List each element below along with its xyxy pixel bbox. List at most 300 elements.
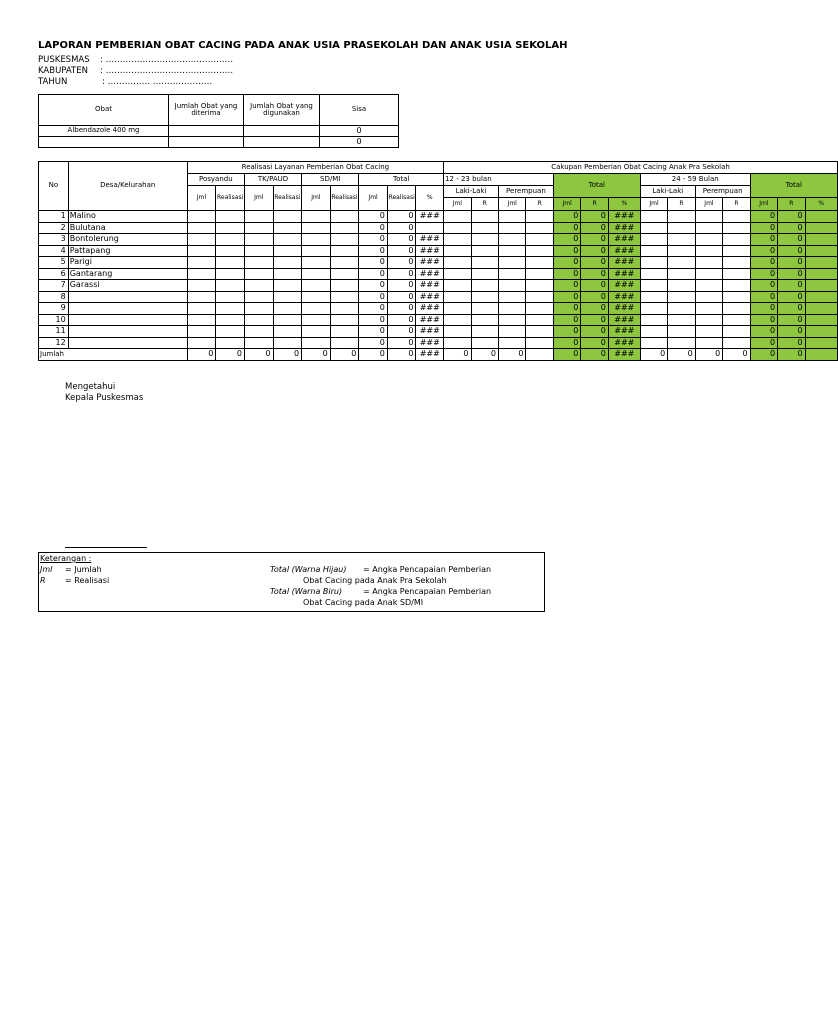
- cell: [640, 337, 667, 349]
- legend-blue-key: Total (Warna Biru): [270, 587, 343, 596]
- table-row: [39, 234, 838, 246]
- cell: [330, 314, 359, 326]
- table-row: [39, 222, 838, 234]
- cell: [723, 234, 750, 246]
- group-tkpaud: TK/PAUD: [244, 174, 301, 186]
- cell: [302, 268, 331, 280]
- row-green2-percent: [805, 234, 837, 246]
- cell: [330, 326, 359, 338]
- row-total-percent: ###: [416, 303, 444, 315]
- cell: [444, 257, 471, 269]
- jml-header: Jml: [498, 198, 525, 211]
- cakupan-header: Cakupan Pemberian Obat Cacing Anak Pra Sekolah: [444, 162, 838, 174]
- row-total-percent: ###: [416, 268, 444, 280]
- cell: [273, 291, 302, 303]
- total-green-1: Total: [553, 174, 640, 198]
- r-header: R: [778, 198, 805, 211]
- cell: [302, 245, 331, 257]
- tahun-value: : …………… …………………: [102, 77, 213, 87]
- cell: [526, 280, 553, 292]
- row-green2-jml: 0: [750, 337, 777, 349]
- cell: [471, 303, 498, 315]
- cell: [471, 257, 498, 269]
- cell: [330, 337, 359, 349]
- cell: [187, 245, 216, 257]
- drug-header-obat: Obat: [39, 95, 169, 126]
- row-green2-r: 0: [778, 245, 805, 257]
- row-desa: Bulutana: [68, 222, 187, 234]
- cell: [723, 337, 750, 349]
- row-desa: Pattapang: [68, 245, 187, 257]
- cell: [216, 326, 245, 338]
- jumlah-cell: 0: [581, 349, 608, 361]
- drug-sisa: 0: [320, 137, 399, 148]
- cell: [444, 337, 471, 349]
- drug-sisa: 0: [320, 126, 399, 137]
- cell: [244, 211, 273, 223]
- table-row: [39, 211, 838, 223]
- drug-row: [39, 137, 399, 148]
- table-row: [39, 280, 838, 292]
- cell: [216, 337, 245, 349]
- cell: [444, 245, 471, 257]
- cell: [216, 245, 245, 257]
- cell: [302, 257, 331, 269]
- row-green-r: 0: [581, 326, 608, 338]
- cell: [640, 280, 667, 292]
- row-green-r: 0: [581, 222, 608, 234]
- row-green2-jml: 0: [750, 314, 777, 326]
- cell: [695, 222, 722, 234]
- main-table: [38, 161, 838, 361]
- jml-header: Jml: [695, 198, 722, 211]
- cell: [723, 280, 750, 292]
- table-row: [39, 326, 838, 338]
- tahun-line: [38, 77, 212, 87]
- cell: [187, 222, 216, 234]
- cell: [330, 280, 359, 292]
- table-row: [39, 245, 838, 257]
- cell: [498, 280, 525, 292]
- cell: [302, 234, 331, 246]
- cell: [471, 326, 498, 338]
- row-green-jml: 0: [553, 222, 580, 234]
- jml-header: Jml: [750, 198, 777, 211]
- row-total-jml: 0: [359, 337, 388, 349]
- realisasi-sub-header: Realisasi: [330, 186, 359, 211]
- cell: [471, 245, 498, 257]
- row-green-percent: ###: [608, 211, 640, 223]
- row-total-realisasi: 0: [387, 234, 416, 246]
- cell: [216, 211, 245, 223]
- jumlah-cell: 0: [640, 349, 667, 361]
- cell: [723, 245, 750, 257]
- cell: [273, 314, 302, 326]
- table-row: [39, 303, 838, 315]
- r-header: R: [471, 198, 498, 211]
- row-no: 8: [39, 291, 69, 303]
- jumlah-cell: 0: [553, 349, 580, 361]
- cell: [640, 257, 667, 269]
- r-header: R: [581, 198, 608, 211]
- row-total-jml: 0: [359, 222, 388, 234]
- row-total-percent: ###: [416, 234, 444, 246]
- cell: [695, 337, 722, 349]
- row-total-percent: ###: [416, 314, 444, 326]
- jumlah-cell: 0: [498, 349, 525, 361]
- legend-green-val: = Angka Pencapaian Pemberian: [363, 565, 492, 574]
- cell: [668, 211, 695, 223]
- drug-name: Albendazole 400 mg: [39, 126, 169, 137]
- row-green-r: 0: [581, 314, 608, 326]
- puskesmas-label: PUSKESMAS: [38, 55, 90, 65]
- cell: [695, 234, 722, 246]
- signature-line2: Kepala Puskesmas: [65, 393, 144, 403]
- row-desa: Gantarang: [68, 268, 187, 280]
- row-green2-percent: [805, 257, 837, 269]
- row-green-percent: ###: [608, 257, 640, 269]
- jml-header: Jml: [359, 186, 388, 211]
- drug-diterima: [169, 126, 244, 137]
- cell: [526, 314, 553, 326]
- row-green2-jml: 0: [750, 326, 777, 338]
- cell: [471, 337, 498, 349]
- jml-header: Jml: [302, 186, 331, 211]
- row-green2-percent: [805, 303, 837, 315]
- total-green-2: Total: [750, 174, 837, 198]
- cell: [526, 268, 553, 280]
- cell: [302, 337, 331, 349]
- row-green2-jml: 0: [750, 211, 777, 223]
- r-header: R: [668, 198, 695, 211]
- jumlah-cell: 0: [750, 349, 777, 361]
- legend-jml-val: = Jumlah: [65, 565, 102, 574]
- cell: [244, 280, 273, 292]
- group-posyandu: Posyandu: [187, 174, 244, 186]
- row-green2-r: 0: [778, 268, 805, 280]
- age-12-23: 12 - 23 bulan: [444, 174, 554, 186]
- row-total-realisasi: 0: [387, 314, 416, 326]
- laki-header: Laki-Laki: [444, 186, 499, 198]
- cell: [640, 245, 667, 257]
- jumlah-cell: 0: [302, 349, 331, 361]
- table-row: [39, 257, 838, 269]
- cell: [640, 326, 667, 338]
- cell: [187, 291, 216, 303]
- cell: [695, 326, 722, 338]
- row-green-r: 0: [581, 303, 608, 315]
- row-total-realisasi: 0: [387, 337, 416, 349]
- cell: [216, 222, 245, 234]
- cell: [668, 337, 695, 349]
- table-row: [39, 314, 838, 326]
- cell: [723, 222, 750, 234]
- row-green2-jml: 0: [750, 222, 777, 234]
- legend-blue-val: = Angka Pencapaian Pemberian: [363, 587, 492, 596]
- signature-line1: Mengetahui: [65, 382, 116, 392]
- cell: [244, 234, 273, 246]
- row-total-jml: 0: [359, 280, 388, 292]
- jumlah-cell: ###: [416, 349, 444, 361]
- row-desa: [68, 326, 187, 338]
- cell: [723, 314, 750, 326]
- row-green2-r: 0: [778, 326, 805, 338]
- cell: [244, 303, 273, 315]
- row-green2-r: 0: [778, 211, 805, 223]
- row-green2-jml: 0: [750, 303, 777, 315]
- col-no-header: No: [39, 162, 69, 211]
- cell: [216, 257, 245, 269]
- row-green-jml: 0: [553, 257, 580, 269]
- row-green2-percent: [805, 245, 837, 257]
- cell: [640, 291, 667, 303]
- cell: [471, 268, 498, 280]
- row-total-realisasi: 0: [387, 326, 416, 338]
- cell: [330, 245, 359, 257]
- row-green-percent: ###: [608, 268, 640, 280]
- kabupaten-value: : ………………………………………: [100, 66, 234, 76]
- jumlah-cell: 0: [387, 349, 416, 361]
- cell: [444, 303, 471, 315]
- cell: [187, 303, 216, 315]
- perempuan-header: Perempuan: [498, 186, 553, 198]
- cell: [668, 257, 695, 269]
- cell: [668, 268, 695, 280]
- cell: [330, 268, 359, 280]
- legend-blue-val2: Obat Cacing pada Anak SD/MI: [303, 598, 424, 607]
- cell: [695, 291, 722, 303]
- cell: [471, 222, 498, 234]
- row-desa: [68, 337, 187, 349]
- cell: [273, 326, 302, 338]
- cell: [695, 280, 722, 292]
- row-no: 6: [39, 268, 69, 280]
- cell: [444, 280, 471, 292]
- cell: [668, 234, 695, 246]
- cell: [187, 314, 216, 326]
- jumlah-cell: 0: [273, 349, 302, 361]
- cell: [216, 234, 245, 246]
- cell: [244, 291, 273, 303]
- row-green2-percent: [805, 211, 837, 223]
- percent-header: %: [608, 198, 640, 211]
- jumlah-cell: 0: [187, 349, 216, 361]
- group-total: Total: [359, 174, 444, 186]
- cell: [526, 291, 553, 303]
- jumlah-cell: 0: [778, 349, 805, 361]
- cell: [273, 211, 302, 223]
- row-green-r: 0: [581, 211, 608, 223]
- laki-header: Laki-Laki: [640, 186, 695, 198]
- row-green-r: 0: [581, 257, 608, 269]
- jml-header: Jml: [553, 198, 580, 211]
- cell: [640, 222, 667, 234]
- kabupaten-line: [38, 66, 233, 76]
- cell: [216, 268, 245, 280]
- cell: [216, 303, 245, 315]
- row-green2-r: 0: [778, 337, 805, 349]
- percent-header: %: [805, 198, 837, 211]
- legend-r-key: R: [40, 576, 46, 585]
- cell: [723, 303, 750, 315]
- cell: [640, 211, 667, 223]
- cell: [498, 337, 525, 349]
- cell: [302, 211, 331, 223]
- cell: [330, 257, 359, 269]
- cell: [471, 280, 498, 292]
- drug-digunakan: [244, 126, 320, 137]
- col-desa-header: Desa/Kelurahan: [68, 162, 187, 211]
- puskesmas-value: : ………………………………………: [100, 55, 234, 65]
- jumlah-cell: 0: [471, 349, 498, 361]
- row-total-jml: 0: [359, 257, 388, 269]
- row-green2-percent: [805, 314, 837, 326]
- row-desa: [68, 291, 187, 303]
- cell: [695, 314, 722, 326]
- row-green2-percent: [805, 222, 837, 234]
- realisasi-sub-header: Realisasi: [273, 186, 302, 211]
- cell: [273, 234, 302, 246]
- table-row: [39, 337, 838, 349]
- row-green-jml: 0: [553, 291, 580, 303]
- cell: [526, 245, 553, 257]
- row-green-percent: ###: [608, 303, 640, 315]
- cell: [302, 222, 331, 234]
- cell: [668, 326, 695, 338]
- row-green2-jml: 0: [750, 268, 777, 280]
- table-row: [39, 268, 838, 280]
- cell: [244, 314, 273, 326]
- row-green-jml: 0: [553, 303, 580, 315]
- jumlah-cell: 0: [330, 349, 359, 361]
- row-total-percent: ###: [416, 257, 444, 269]
- cell: [444, 234, 471, 246]
- row-green-percent: ###: [608, 245, 640, 257]
- cell: [187, 211, 216, 223]
- percent-header: %: [416, 186, 444, 211]
- kabupaten-label: KABUPATEN: [38, 66, 88, 76]
- cell: [526, 303, 553, 315]
- row-total-realisasi: 0: [387, 303, 416, 315]
- data-rows: [39, 211, 838, 349]
- cell: [695, 303, 722, 315]
- realisasi-sub-header: Realisasi: [387, 186, 416, 211]
- cell: [498, 257, 525, 269]
- drug-header-sisa: Sisa: [320, 95, 399, 126]
- row-desa: Malino: [68, 211, 187, 223]
- row-total-realisasi: 0: [387, 291, 416, 303]
- legend-green-val2: Obat Cacing pada Anak Pra Sekolah: [303, 576, 447, 585]
- cell: [444, 211, 471, 223]
- cell: [187, 257, 216, 269]
- row-total-percent: ###: [416, 291, 444, 303]
- cell: [668, 291, 695, 303]
- jumlah-cell: [526, 349, 553, 361]
- jumlah-cell: 0: [359, 349, 388, 361]
- row-green2-percent: [805, 291, 837, 303]
- row-total-realisasi: 0: [387, 211, 416, 223]
- row-green2-r: 0: [778, 291, 805, 303]
- row-total-realisasi: 0: [387, 280, 416, 292]
- cell: [187, 268, 216, 280]
- row-total-jml: 0: [359, 303, 388, 315]
- jumlah-cell: 0: [244, 349, 273, 361]
- row-total-percent: ###: [416, 337, 444, 349]
- cell: [216, 314, 245, 326]
- cell: [668, 245, 695, 257]
- jumlah-cell: 0: [668, 349, 695, 361]
- cell: [444, 314, 471, 326]
- row-green2-r: 0: [778, 222, 805, 234]
- cell: [526, 326, 553, 338]
- row-total-percent: ###: [416, 280, 444, 292]
- row-green-r: 0: [581, 234, 608, 246]
- row-green-percent: ###: [608, 326, 640, 338]
- jml-header: Jml: [244, 186, 273, 211]
- row-desa: Garassi: [68, 280, 187, 292]
- cell: [526, 337, 553, 349]
- legend-jml-key: Jml: [40, 565, 53, 574]
- row-total-jml: 0: [359, 234, 388, 246]
- main-table-viewport: [38, 161, 825, 373]
- cell: [471, 211, 498, 223]
- row-green-jml: 0: [553, 268, 580, 280]
- row-green-percent: ###: [608, 291, 640, 303]
- row-total-realisasi: 0: [387, 222, 416, 234]
- drug-header-digunakan: Jumlah Obat yang digunakan: [244, 95, 320, 126]
- cell: [723, 211, 750, 223]
- cell: [668, 303, 695, 315]
- cell: [244, 245, 273, 257]
- cell: [526, 234, 553, 246]
- cell: [640, 234, 667, 246]
- row-green2-percent: [805, 326, 837, 338]
- cell: [695, 211, 722, 223]
- row-green-jml: 0: [553, 234, 580, 246]
- row-green-jml: 0: [553, 211, 580, 223]
- row-green-percent: ###: [608, 222, 640, 234]
- row-green-jml: 0: [553, 326, 580, 338]
- row-no: 2: [39, 222, 69, 234]
- drug-row: [39, 126, 399, 137]
- row-green-jml: 0: [553, 314, 580, 326]
- row-total-jml: 0: [359, 291, 388, 303]
- group-sdmi: SD/MI: [302, 174, 359, 186]
- realisasi-header: Realisasi Layanan Pemberian Obat Cacing: [187, 162, 443, 174]
- row-total-jml: 0: [359, 326, 388, 338]
- jml-header: Jml: [640, 198, 667, 211]
- puskesmas-line: [38, 55, 233, 65]
- legend-title: Keterangan :: [40, 554, 92, 563]
- legend-green-key: Total (Warna Hijau): [270, 565, 347, 574]
- cell: [302, 280, 331, 292]
- cell: [244, 222, 273, 234]
- row-total-jml: 0: [359, 268, 388, 280]
- row-green-r: 0: [581, 280, 608, 292]
- cell: [302, 326, 331, 338]
- cell: [498, 222, 525, 234]
- row-green2-percent: [805, 268, 837, 280]
- row-green2-r: 0: [778, 280, 805, 292]
- cell: [244, 337, 273, 349]
- cell: [498, 268, 525, 280]
- jumlah-cell: 0: [444, 349, 471, 361]
- tahun-label: TAHUN: [38, 77, 68, 87]
- cell: [273, 257, 302, 269]
- cell: [723, 268, 750, 280]
- row-green2-jml: 0: [750, 291, 777, 303]
- row-green2-r: 0: [778, 314, 805, 326]
